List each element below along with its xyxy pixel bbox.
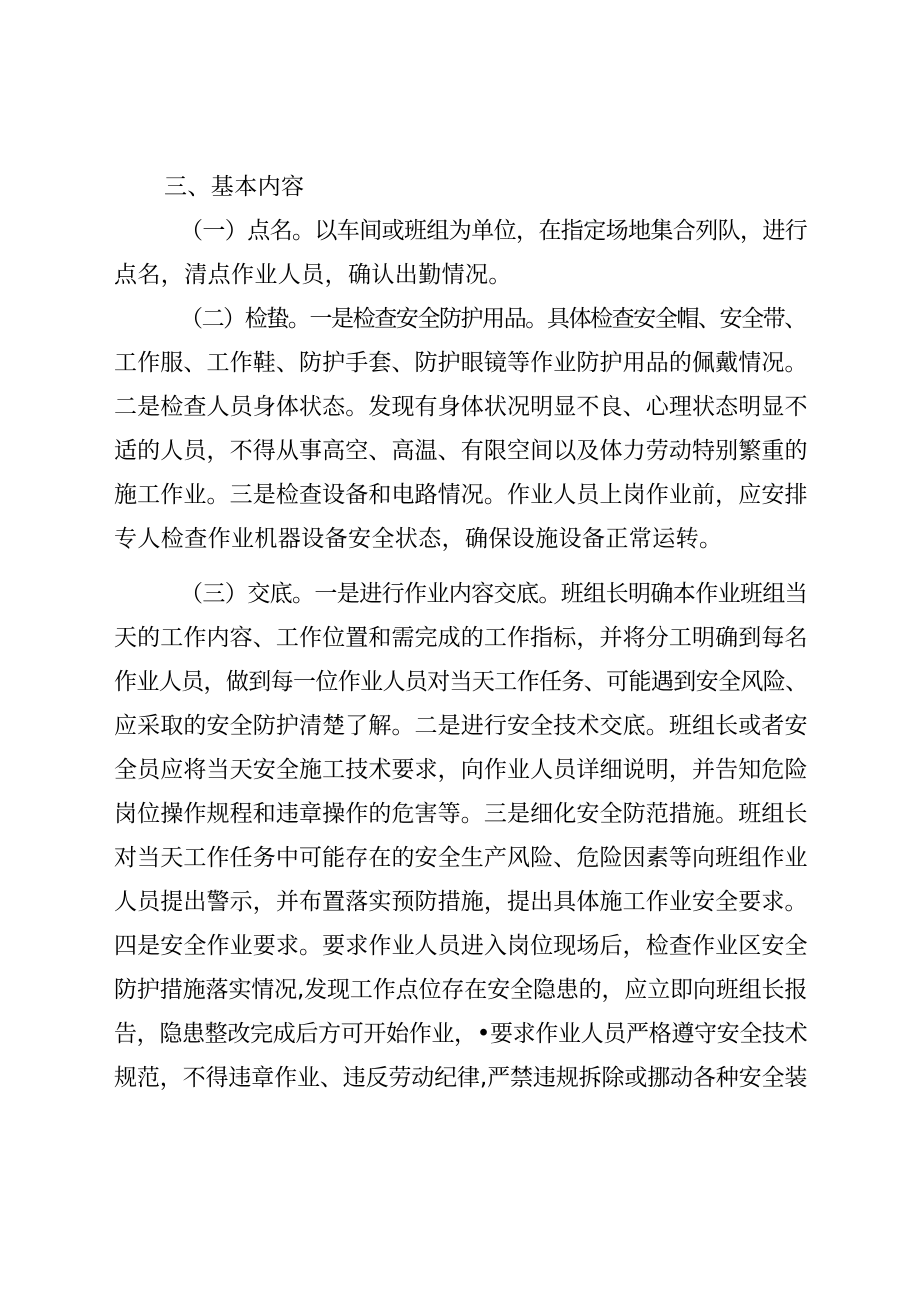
section-heading: 三、基本内容 xyxy=(164,174,305,200)
paragraph-2-line-6: 专人检查作业机器设备安全状态，确保设施设备正常运转。 xyxy=(114,526,723,552)
paragraph-3-line-10: 防护措施落实情况,发现工作点位存在安全隐患的，应立即向班组长报 xyxy=(114,977,808,1003)
paragraph-3-line-2: 天的工作内容、工作位置和需完成的工作指标，并将分工明确到每名 xyxy=(114,625,808,651)
paragraph-1-line-1: （一）点名。以车间或班组为单位，在指定场地集合列队，进行 xyxy=(180,218,808,244)
paragraph-3-line-1: （三）交底。一是进行作业内容交底。班组长明确本作业班组当 xyxy=(180,581,808,607)
paragraph-3-line-7: 对当天工作任务中可能存在的安全生产风险、危险因素等向班组作业 xyxy=(114,845,808,871)
paragraph-3-line-11: 告，隐患整改完成后方可开始作业，•要求作业人员严格遵守安全技术 xyxy=(114,1021,808,1047)
paragraph-3-line-3: 作业人员，做到每一位作业人员对当天工作任务、可能遇到安全风险、 xyxy=(114,669,808,695)
paragraph-3-line-6: 岗位操作规程和违章操作的危害等。三是细化安全防范措施。班组长 xyxy=(114,801,808,827)
paragraph-1-line-2: 点名，清点作业人员，确认出勤情况。 xyxy=(114,262,512,288)
paragraph-2-line-3: 二是检查人员身体状态。发现有身体状况明显不良、心理状态明显不 xyxy=(114,394,808,420)
paragraph-3-line-8: 人员提出警示，并布置落实预防措施，提出具体施工作业安全要求。 xyxy=(114,889,808,915)
paragraph-3-line-12: 规范，不得违章作业、违反劳动纪律,严禁违规拆除或挪动各种安全装 xyxy=(114,1065,808,1091)
paragraph-2-line-5: 施工作业。三是检查设备和电路情况。作业人员上岗作业前，应安排 xyxy=(114,482,808,508)
paragraph-3-line-9: 四是安全作业要求。要求作业人员进入岗位现场后，检查作业区安全 xyxy=(114,933,808,959)
paragraph-2-line-1: （二）检蛰。一是检查安全防护用品。具体检查安全帽、安全带、 xyxy=(180,306,806,332)
paragraph-3-line-4: 应采取的安全防护清楚了解。二是进行安全技术交底。班组长或者安 xyxy=(114,713,808,739)
paragraph-2-line-2: 工作服、工作鞋、防护手套、防护眼镜等作业防护用品的佩戴情况。 xyxy=(114,350,808,376)
paragraph-2-line-4: 适的人员，不得从事高空、高温、有限空间以及体力劳动特别繁重的 xyxy=(114,438,808,464)
paragraph-3-line-5: 全员应将当天安全施工技术要求，向作业人员详细说明，并告知危险 xyxy=(114,757,808,783)
